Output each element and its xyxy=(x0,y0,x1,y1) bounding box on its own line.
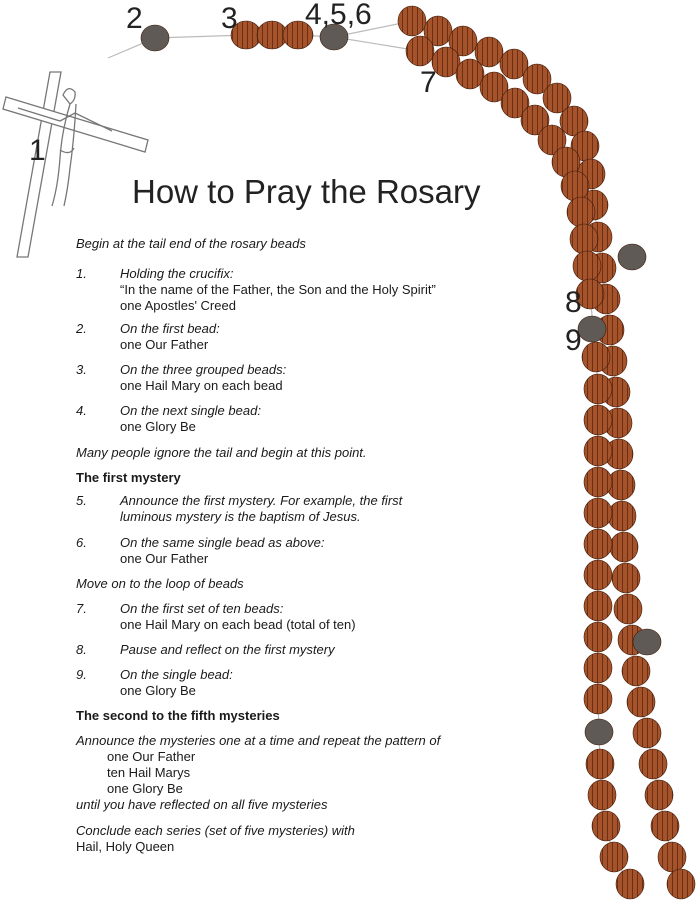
hail-mary-bead xyxy=(614,594,642,624)
step-number: 2. xyxy=(76,321,87,336)
hail-mary-bead xyxy=(584,374,612,404)
label-bead-3: 3 xyxy=(221,2,238,35)
label-crucifix: 1 xyxy=(29,134,46,167)
step-line: one Hail Mary on each bead xyxy=(120,378,283,393)
label-bead-7: 7 xyxy=(420,66,437,99)
hail-mary-bead xyxy=(600,842,628,872)
hail-mary-bead xyxy=(667,869,695,899)
hail-mary-bead xyxy=(658,842,686,872)
step-line: one Our Father xyxy=(120,337,209,352)
hail-mary-bead xyxy=(456,59,484,89)
single-bead xyxy=(633,629,661,655)
hail-mary-bead xyxy=(639,749,667,779)
hail-mary-bead xyxy=(567,197,595,227)
hail-mary-bead xyxy=(610,532,638,562)
hail-mary-bead xyxy=(586,749,614,779)
step-line: one Glory Be xyxy=(120,683,196,698)
hail-mary-bead xyxy=(584,560,612,590)
step-heading-cont: luminous mystery is the baptism of Jesus. xyxy=(120,509,361,524)
step-line: one Glory Be xyxy=(120,419,196,434)
pattern-line: one Glory Be xyxy=(107,781,183,796)
conclusion-prayer: Hail, Holy Queen xyxy=(76,839,175,854)
step-heading: Announce the first mystery. For example, the first xyxy=(120,493,403,508)
pattern-line: one Our Father xyxy=(107,749,196,764)
later-intro: Announce the mysteries one at a time and repeat the pattern of xyxy=(76,733,441,748)
hail-mary-bead xyxy=(584,529,612,559)
step-line: “In the name of the Father, the Son and the Holy Spirit” xyxy=(120,282,436,297)
step-heading: On the next single bead: xyxy=(120,403,261,418)
hail-mary-bead xyxy=(627,687,655,717)
label-bead-9: 9 xyxy=(565,324,582,357)
label-bead-2: 2 xyxy=(126,2,143,35)
page-title: How to Pray the Rosary xyxy=(132,173,481,210)
step-number: 9. xyxy=(76,667,87,682)
tail-note: Many people ignore the tail and begin at this point. xyxy=(76,445,367,460)
step-number: 6. xyxy=(76,535,87,550)
loop-note: Move on to the loop of beads xyxy=(76,576,244,591)
step-heading: Pause and reflect on the first mystery xyxy=(120,642,335,657)
hail-mary-bead xyxy=(406,36,434,66)
conclusion-line: Conclude each series (set of five mysteries) with xyxy=(76,823,355,838)
hail-mary-bead xyxy=(608,501,636,531)
step-line: one Hail Mary on each bead (total of ten) xyxy=(120,617,356,632)
step-line: one Apostles' Creed xyxy=(120,298,236,313)
hail-mary-bead xyxy=(584,591,612,621)
step-number: 4. xyxy=(76,403,87,418)
step-number: 1. xyxy=(76,266,87,281)
hail-mary-bead xyxy=(645,780,673,810)
single-bead xyxy=(141,25,169,51)
hail-mary-bead xyxy=(573,251,601,281)
step-heading: On the same single bead as above: xyxy=(120,535,325,550)
single-bead xyxy=(585,719,613,745)
hail-mary-bead xyxy=(622,656,650,686)
intro-text: Begin at the tail end of the rosary beads xyxy=(76,236,306,251)
hail-mary-bead xyxy=(633,718,661,748)
section-heading-later-mysteries: The second to the fifth mysteries xyxy=(76,708,280,723)
step-heading: On the single bead: xyxy=(120,667,233,682)
hail-mary-bead xyxy=(584,405,612,435)
hail-mary-bead xyxy=(570,224,598,254)
label-bead-8: 8 xyxy=(565,286,582,319)
step-heading: On the first set of ten beads: xyxy=(120,601,284,616)
later-outro: until you have reflected on all five mysteries xyxy=(76,797,328,812)
step-heading: Holding the crucifix: xyxy=(120,266,234,281)
hail-mary-bead xyxy=(584,684,612,714)
hail-mary-bead xyxy=(398,6,426,36)
hail-mary-bead xyxy=(584,622,612,652)
hail-mary-bead xyxy=(584,498,612,528)
hail-mary-bead xyxy=(588,780,616,810)
hail-mary-bead xyxy=(584,436,612,466)
step-heading: On the three grouped beads: xyxy=(120,362,287,377)
step-heading: On the first bead: xyxy=(120,321,220,336)
hail-mary-bead xyxy=(651,811,679,841)
single-bead xyxy=(578,316,606,342)
step-number: 3. xyxy=(76,362,87,377)
single-bead xyxy=(618,244,646,270)
hail-mary-bead xyxy=(584,653,612,683)
step-line: one Our Father xyxy=(120,551,209,566)
hail-mary-bead xyxy=(582,342,610,372)
hail-mary-bead xyxy=(612,563,640,593)
hail-mary-bead xyxy=(616,869,644,899)
step-number: 7. xyxy=(76,601,87,616)
pattern-line: ten Hail Marys xyxy=(107,765,191,780)
step-number: 8. xyxy=(76,642,87,657)
hail-mary-bead xyxy=(257,21,287,49)
section-heading-first-mystery: The first mystery xyxy=(76,470,181,485)
crucifix-icon xyxy=(3,72,148,257)
step-number: 5. xyxy=(76,493,87,508)
hail-mary-bead xyxy=(592,811,620,841)
hail-mary-bead xyxy=(584,467,612,497)
label-bead-4-5-6: 4,5,6 xyxy=(305,0,372,31)
hail-mary-bead xyxy=(561,171,589,201)
